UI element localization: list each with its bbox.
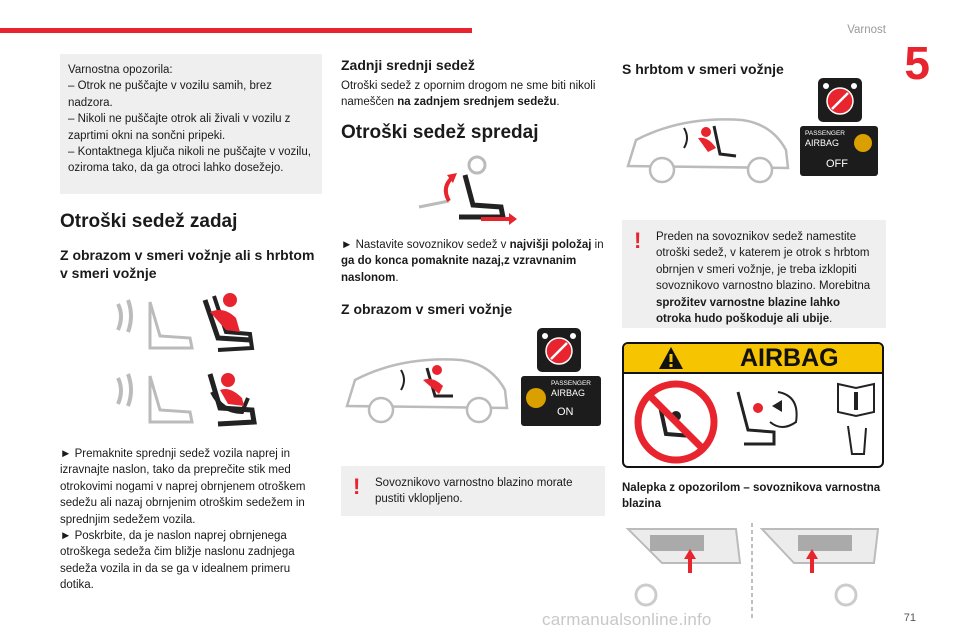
- warning-text-bold: sprožitev varnostne blazine lahko otroka hudo poškoduje ali ubije: [656, 296, 841, 326]
- airbag-label-text: AIRBAG: [740, 344, 839, 372]
- instruction-para-1: ► Premaknite sprednji sedež vozila naprej in izravnajte naslon, tako da preprečite stik med otrokovimi nogami v naprej obrnjenem otroškem sedežu ali nazaj obrnjenim otroškim sedežem in sprednjim sedežem vozila.: [60, 448, 306, 526]
- front-text-bold: ga do konca pomaknite nazaj,z vzravnanim naslonom: [341, 255, 577, 284]
- warning-airbag-on: [341, 466, 605, 516]
- front-seat-illustration: [409, 155, 605, 225]
- warning-airbag-off: [622, 220, 886, 328]
- top-accent-bar: [0, 28, 472, 33]
- passenger-airbag-on-panel: [521, 376, 601, 426]
- column-left: [60, 54, 322, 594]
- seat-illustration-forward: [110, 292, 322, 356]
- sun-visor-illustration: [622, 523, 886, 619]
- airbag-off-sticker-icon: [818, 78, 862, 122]
- airbag-off-sticker-icon: [537, 328, 581, 372]
- warning-text: .: [829, 313, 833, 326]
- safety-note-title: Varnostna opozorila:: [68, 64, 173, 76]
- rear-text-part: .: [556, 96, 560, 109]
- heading-forward-facing: Z obrazom v smeri vožnje: [341, 301, 513, 318]
- watermark: carmanualsonline.info: [542, 610, 712, 629]
- panel-state: OFF: [826, 158, 848, 170]
- front-text-part: ► Nastavite sovoznikov sedež v: [341, 238, 510, 251]
- rear-text-part: Otroški sedež z opornim drogom ne sme biti nikoli nameščen: [341, 80, 596, 109]
- subheading-orientation: Z obrazom v smeri vožnje ali s hrbtom v smeri vožnje: [60, 247, 315, 281]
- airbag-warning-label: [622, 342, 884, 468]
- heading-rear-seat: Otroški sedež zadaj: [60, 211, 238, 232]
- front-seat-instruction: [341, 237, 605, 286]
- page-number: 71: [903, 612, 916, 624]
- manual-info-icon: [834, 378, 878, 462]
- heading-rearward-facing: S hrbtom v smeri vožnje: [622, 61, 784, 77]
- instruction-para-2: ► Poskrbite, da je naslon naprej obrnjenega otroškega sedeža čim bližje naslonu zadnjega sedeža vozila in da se ga v idealnem primeru dotika.: [60, 530, 295, 592]
- warning-triangle-icon: [658, 346, 684, 370]
- airbag-label-body: [624, 374, 882, 468]
- airbag-label-banner: [624, 344, 882, 374]
- front-text-part: in: [591, 238, 604, 251]
- panel-line-2: AIRBAG: [805, 138, 840, 148]
- safety-note-box: [60, 54, 322, 194]
- heading-rear-middle: Zadnji srednji sedež: [341, 57, 475, 73]
- warning-text: Sovoznikovo varnostno blazino morate pustiti vklopljeno.: [375, 477, 573, 506]
- forward-car-illustration: [341, 328, 605, 432]
- airbag-icon: [526, 388, 546, 408]
- rearward-car-illustration: [622, 90, 886, 194]
- seat-illustration-rearward: [110, 364, 322, 428]
- safety-note-line: – Kontaktnega ključa nikoli ne puščajte v vozilu, oziroma tako, da ga otroci lahko dosežejo.: [68, 146, 311, 175]
- safety-note-line: – Otrok ne puščajte v vozilu samih, brez nadzora.: [68, 80, 272, 109]
- section-name: Varnost: [847, 24, 886, 36]
- front-text-part: .: [395, 271, 399, 284]
- front-text-bold: najvišji položaj: [509, 238, 592, 251]
- warning-icon: !: [634, 228, 642, 253]
- panel-line-1: PASSENGER: [551, 380, 591, 388]
- rear-text-bold: na zadnjem srednjem sedežu: [397, 96, 557, 109]
- panel-line-1: PASSENGER: [805, 130, 845, 137]
- chapter-number: 5: [904, 37, 930, 89]
- heading-front-seat: Otroški sedež spredaj: [341, 121, 539, 143]
- panel-line-2: AIRBAG: [551, 388, 586, 399]
- warning-text: Preden na sovoznikov sedež namestite otroški sedež, v katerem je otrok s hrbtom obrnjen v smeri vožnje, je treba izklopiti sovoznikovo varnostno blazino. Morebitna: [656, 231, 871, 293]
- passenger-airbag-off-panel: [800, 126, 878, 176]
- airbag-deploy-icon: [728, 382, 808, 462]
- label-caption: Nalepka z opozorilom – sovoznikova varnostna blazina: [622, 482, 881, 511]
- rear-middle-text: [341, 78, 605, 111]
- safety-note-line: – Nikoli ne puščajte otrok ali živali v vozilu z zaprtimi okni na sončni pripeki.: [68, 113, 291, 142]
- column-right: [622, 54, 886, 619]
- column-middle: [341, 54, 605, 516]
- no-rear-facing-seat-icon: [632, 378, 720, 466]
- panel-state: ON: [557, 406, 574, 419]
- warning-icon: !: [353, 474, 361, 500]
- airbag-disabled-icon: [854, 134, 872, 152]
